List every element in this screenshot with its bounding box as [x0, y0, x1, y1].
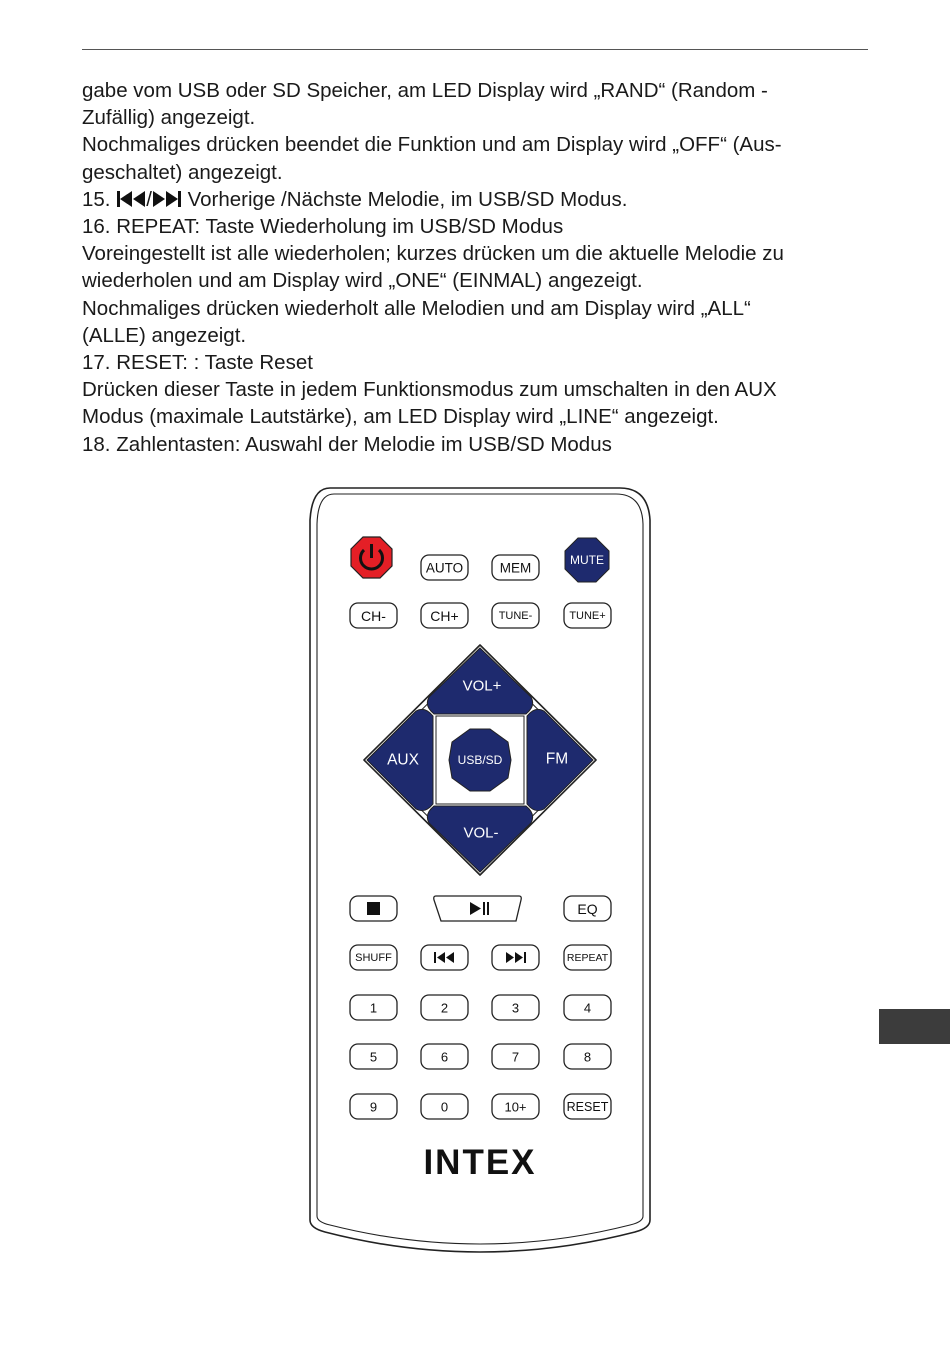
tune-plus-button[interactable]: [564, 603, 611, 628]
number-4-button[interactable]: [564, 995, 611, 1020]
previous-track-icon: [116, 190, 146, 208]
mute-label: MUTE: [570, 553, 604, 567]
ch-plus-button[interactable]: [421, 603, 468, 628]
number-9-button[interactable]: [350, 1094, 397, 1119]
number-label: 4: [583, 1000, 592, 1016]
stop-icon: [367, 902, 380, 915]
number-label: 9: [369, 1099, 378, 1115]
text-line: Nochmaliges drücken beendet die Funktion und am Display wird „OFF“ (Aus-: [82, 133, 782, 157]
item-15: [82, 186, 872, 213]
next-track-icon: [152, 190, 182, 208]
aux-label: AUX: [387, 751, 419, 769]
text-line: gabe vom USB oder SD Speicher, am LED Display wird „RAND“ (Random -: [82, 79, 768, 102]
text-line: 17. RESET: : Taste Reset: [82, 351, 313, 375]
number-3-button[interactable]: [492, 995, 539, 1020]
text-line: geschaltet) angezeigt.: [82, 160, 283, 184]
section-tab-marker: [879, 1009, 950, 1044]
tune-plus-label: TUNE+: [569, 610, 606, 622]
number-label: 7: [511, 1049, 520, 1065]
auto-button[interactable]: [421, 555, 468, 580]
item-15-separator: /: [146, 187, 152, 211]
number-label: 3: [511, 1000, 520, 1016]
play-pause-button[interactable]: [434, 896, 522, 921]
auto-label: AUTO: [425, 560, 464, 576]
usb-sd-button[interactable]: [449, 729, 511, 791]
text-line: Drücken dieser Taste in jedem Funktionsmodus zum umschalten in den AUX: [82, 378, 777, 402]
ch-minus-label: CH-: [361, 608, 386, 624]
eq-label: EQ: [577, 901, 598, 917]
ch-plus-label: CH+: [430, 608, 459, 624]
text-line: Nochmaliges drücken wiederholt alle Melodien und am Display wird „ALL“: [82, 296, 751, 320]
fm-label: FM: [545, 750, 569, 768]
text-line: (ALLE) angezeigt.: [82, 323, 247, 347]
vol-up-label: VOL+: [462, 677, 502, 695]
text-line: 16. REPEAT: Taste Wiederholung im USB/SD Modus: [82, 215, 564, 239]
text-line: Modus (maximale Lautstärke), am LED Display wird „LINE“ angezeigt.: [82, 405, 719, 429]
mem-button[interactable]: [492, 555, 539, 580]
number-8-button[interactable]: [564, 1044, 611, 1069]
ch-minus-button[interactable]: [350, 603, 397, 628]
number-0-button[interactable]: [421, 1094, 468, 1119]
number-10-plus-button[interactable]: [492, 1094, 539, 1119]
number-7-button[interactable]: [492, 1044, 539, 1069]
shuffle-label: SHUFF: [355, 952, 392, 964]
remote-control-illustration: [300, 480, 660, 1270]
reset-button[interactable]: [564, 1094, 611, 1119]
number-1-button[interactable]: [350, 995, 397, 1020]
stop-button[interactable]: [350, 896, 397, 921]
item-15-text: Vorherige /Nächste Melodie, im USB/SD Modus.: [181, 187, 628, 211]
intex-logo: INTEX: [423, 1143, 537, 1182]
usb-sd-label: USB/SD: [457, 753, 503, 767]
reset-label: RESET: [566, 1100, 609, 1114]
number-label: 0: [440, 1099, 449, 1115]
tune-minus-button[interactable]: [492, 603, 539, 628]
number-label: 10+: [504, 1099, 527, 1115]
text-line: wiederholen und am Display wird „ONE“ (EINMAL) angezeigt.: [82, 269, 643, 293]
tune-minus-label: TUNE-: [498, 610, 533, 622]
manual-text: [82, 77, 872, 458]
number-label: 5: [369, 1049, 378, 1065]
number-label: 2: [440, 1000, 449, 1016]
mem-label: MEM: [499, 560, 532, 576]
next-button[interactable]: [492, 945, 539, 970]
previous-button[interactable]: [421, 945, 468, 970]
item-15-number: 15.: [82, 187, 111, 211]
number-label: 6: [440, 1049, 449, 1065]
text-line: Voreingestellt ist alle wiederholen; kurzes drücken um die aktuelle Melodie zu: [82, 242, 784, 266]
repeat-button[interactable]: [564, 945, 611, 970]
power-button[interactable]: [351, 537, 392, 578]
text-line: Zufällig) angezeigt.: [82, 106, 256, 130]
header-rule: [82, 49, 868, 50]
text-line: 18. Zahlentasten: Auswahl der Melodie im USB/SD Modus: [82, 432, 612, 456]
eq-button[interactable]: [564, 896, 611, 921]
shuffle-button[interactable]: [350, 945, 397, 970]
number-label: 1: [369, 1000, 378, 1016]
repeat-label: REPEAT: [566, 952, 609, 964]
number-6-button[interactable]: [421, 1044, 468, 1069]
number-2-button[interactable]: [421, 995, 468, 1020]
number-label: 8: [583, 1049, 592, 1065]
mute-button[interactable]: [565, 538, 609, 582]
vol-down-label: VOL-: [463, 824, 499, 842]
number-5-button[interactable]: [350, 1044, 397, 1069]
